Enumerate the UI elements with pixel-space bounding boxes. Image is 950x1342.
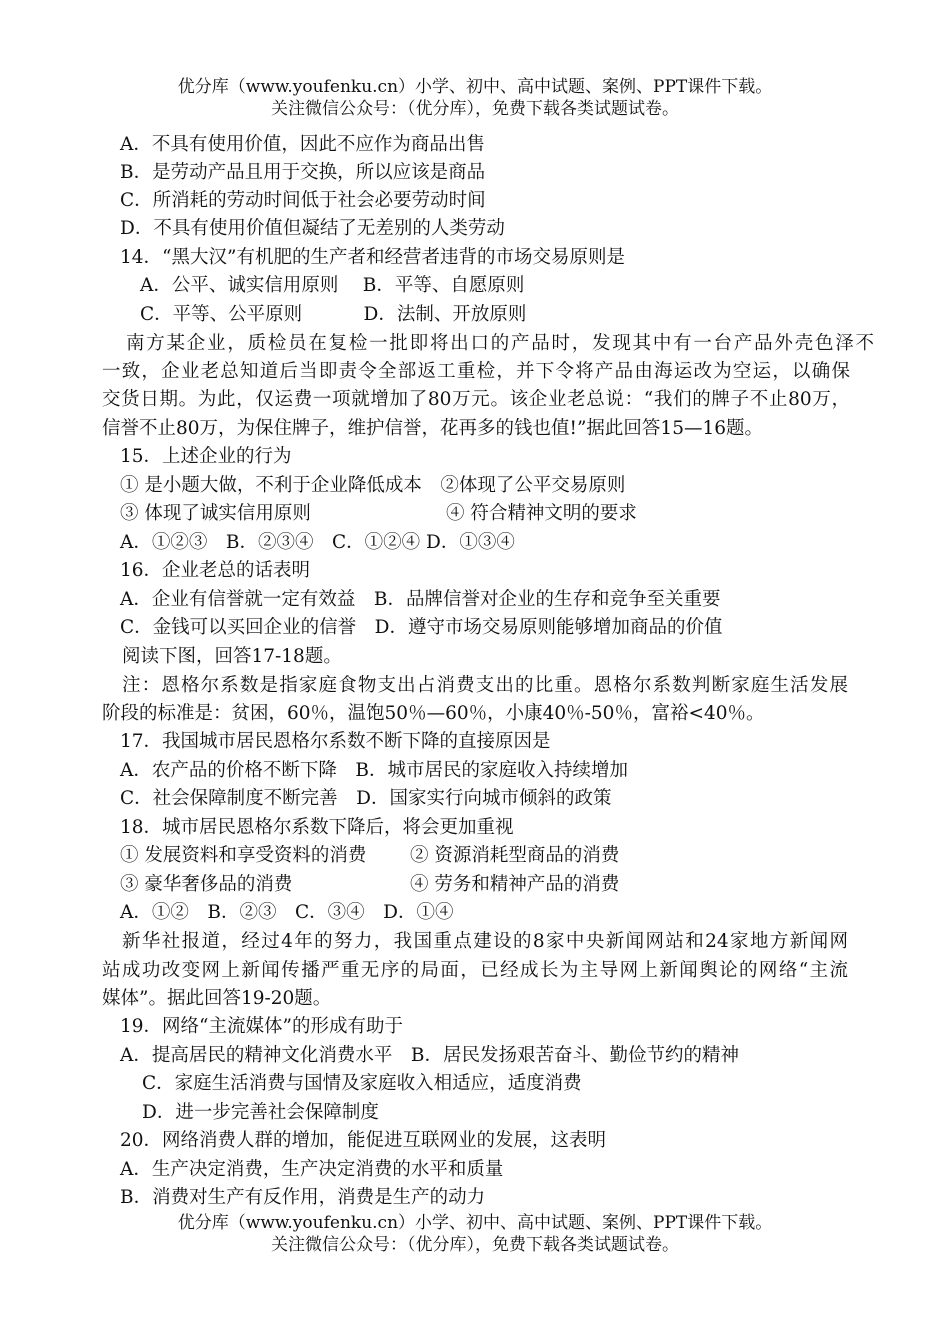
question-20: 20．网络消费人群的增加，能促进互联网业的发展，这表明 [120, 1130, 607, 1151]
options-17-ab: A．农产品的价格不断下降 B．城市居民的家庭收入持续增加 [120, 760, 628, 781]
passage-15-16-line-3: 交货日期。为此，仅运费一项就增加了80万元。该企业老总说：“我们的牌子不止80万， [102, 389, 850, 410]
options-16-ab: A．企业有信誉就一定有效益 B．品牌信誉对企业的生存和竞争至关重要 [120, 589, 721, 610]
question-16: 16．企业老总的话表明 [120, 560, 311, 581]
engel-note-line-1: 注：恩格尔系数是指家庭食物支出占消费支出的比重。恩格尔系数判断家庭生活发展 [122, 675, 848, 696]
statement-18-1: ① 发展资料和享受资料的消费 [120, 845, 367, 866]
footer-line-1: 优分库（www.youfenku.cn）小学、初中、高中试题、案例、PPT课件下载。 [177, 1213, 773, 1233]
passage-15-16-line-4: 信誉不止80万，为保住牌子，维护信誉，花再多的钱也值!”据此回答15—16题。 [102, 418, 764, 439]
option-19-c: C．家庭生活消费与国情及家庭收入相适应，适度消费 [142, 1073, 582, 1094]
statement-18-4: ④ 劳务和精神产品的消费 [410, 874, 620, 895]
footer-line-2: 关注微信公众号：（优分库），免费下载各类试题试卷。 [271, 1235, 679, 1255]
options-17-cd: C．社会保障制度不断完善 D．国家实行向城市倾斜的政策 [120, 788, 612, 809]
option-20-a: A．生产决定消费，生产决定消费的水平和质量 [120, 1159, 504, 1180]
header-line-1: 优分库（www.youfenku.cn）小学、初中、高中试题、案例、PPT课件下载。 [177, 77, 773, 97]
question-19: 19．网络“主流媒体”的形成有助于 [120, 1016, 403, 1037]
passage-19-20-line-3: 媒体”。据此回答19-20题。 [102, 988, 332, 1009]
option-13-c: C．所消耗的劳动时间低于社会必要劳动时间 [120, 190, 486, 211]
option-20-b: B．消费对生产有反作用，消费是生产的动力 [120, 1187, 486, 1208]
option-19-d: D．进一步完善社会保障制度 [142, 1102, 379, 1123]
question-14: 14．“黑大汉”有机肥的生产者和经营者违背的市场交易原则是 [120, 247, 625, 268]
options-16-cd: C．金钱可以买回企业的信誉 D．遵守市场交易原则能够增加商品的价值 [120, 617, 723, 638]
statements-15-line-1: ① 是小题大做，不利于企业降低成本 ②体现了公平交易原则 [120, 475, 626, 496]
question-15: 15．上述企业的行为 [120, 446, 292, 467]
passage-15-16-line-2: 一致，企业老总知道后当即责令全部返工重检，并下令将产品由海运改为空运，以确保 [102, 361, 850, 382]
options-14-ab: A．公平、诚实信用原则 B．平等、自愿原则 [140, 275, 525, 296]
statement-18-2: ② 资源消耗型商品的消费 [410, 845, 620, 866]
statement-18-3: ③ 豪华奢侈品的消费 [120, 874, 293, 895]
options-19-ab: A．提高居民的精神文化消费水平 B．居民发扬艰苦奋斗、勤俭节约的精神 [120, 1045, 739, 1066]
statement-15-3: ③ 体现了诚实信用原则 [120, 503, 311, 524]
option-13-d: D．不具有使用价值但凝结了无差别的人类劳动 [120, 218, 505, 239]
passage-19-20-line-2: 站成功改变网上新闻传播严重无序的局面，已经成长为主导网上新闻舆论的网络“主流 [102, 960, 848, 981]
options-14-cd: C．平等、公平原则 D．法制、开放原则 [140, 304, 527, 325]
options-18: A．①② B．②③ C．③④ D．①④ [120, 902, 454, 923]
engel-note-line-2: 阶段的标准是：贫困，60％，温饱50％—60％，小康40％-50％，富裕<40％。 [102, 703, 765, 724]
passage-15-16-line-1: 南方某企业，质检员在复检一批即将出口的产品时，发现其中有一台产品外壳色泽不 [126, 333, 874, 354]
options-15: A．①②③ B．②③④ C．①②④ D．①③④ [120, 532, 515, 553]
option-13-b: B．是劳动产品且用于交换，所以应该是商品 [120, 162, 486, 183]
passage-19-20-line-1: 新华社报道，经过4年的努力，我国重点建设的8家中央新闻网站和24家地方新闻网 [122, 931, 848, 952]
question-18: 18．城市居民恩格尔系数下降后，将会更加重视 [120, 817, 514, 838]
statement-15-4: ④ 符合精神文明的要求 [446, 503, 637, 524]
question-17: 17．我国城市居民恩格尔系数不断下降的直接原因是 [120, 731, 551, 752]
option-13-a: A．不具有使用价值，因此不应作为商品出售 [120, 134, 485, 155]
read-figure-instruction: 阅读下图，回答17-18题。 [122, 646, 342, 667]
header-line-2: 关注微信公众号：（优分库），免费下载各类试题试卷。 [271, 99, 679, 119]
